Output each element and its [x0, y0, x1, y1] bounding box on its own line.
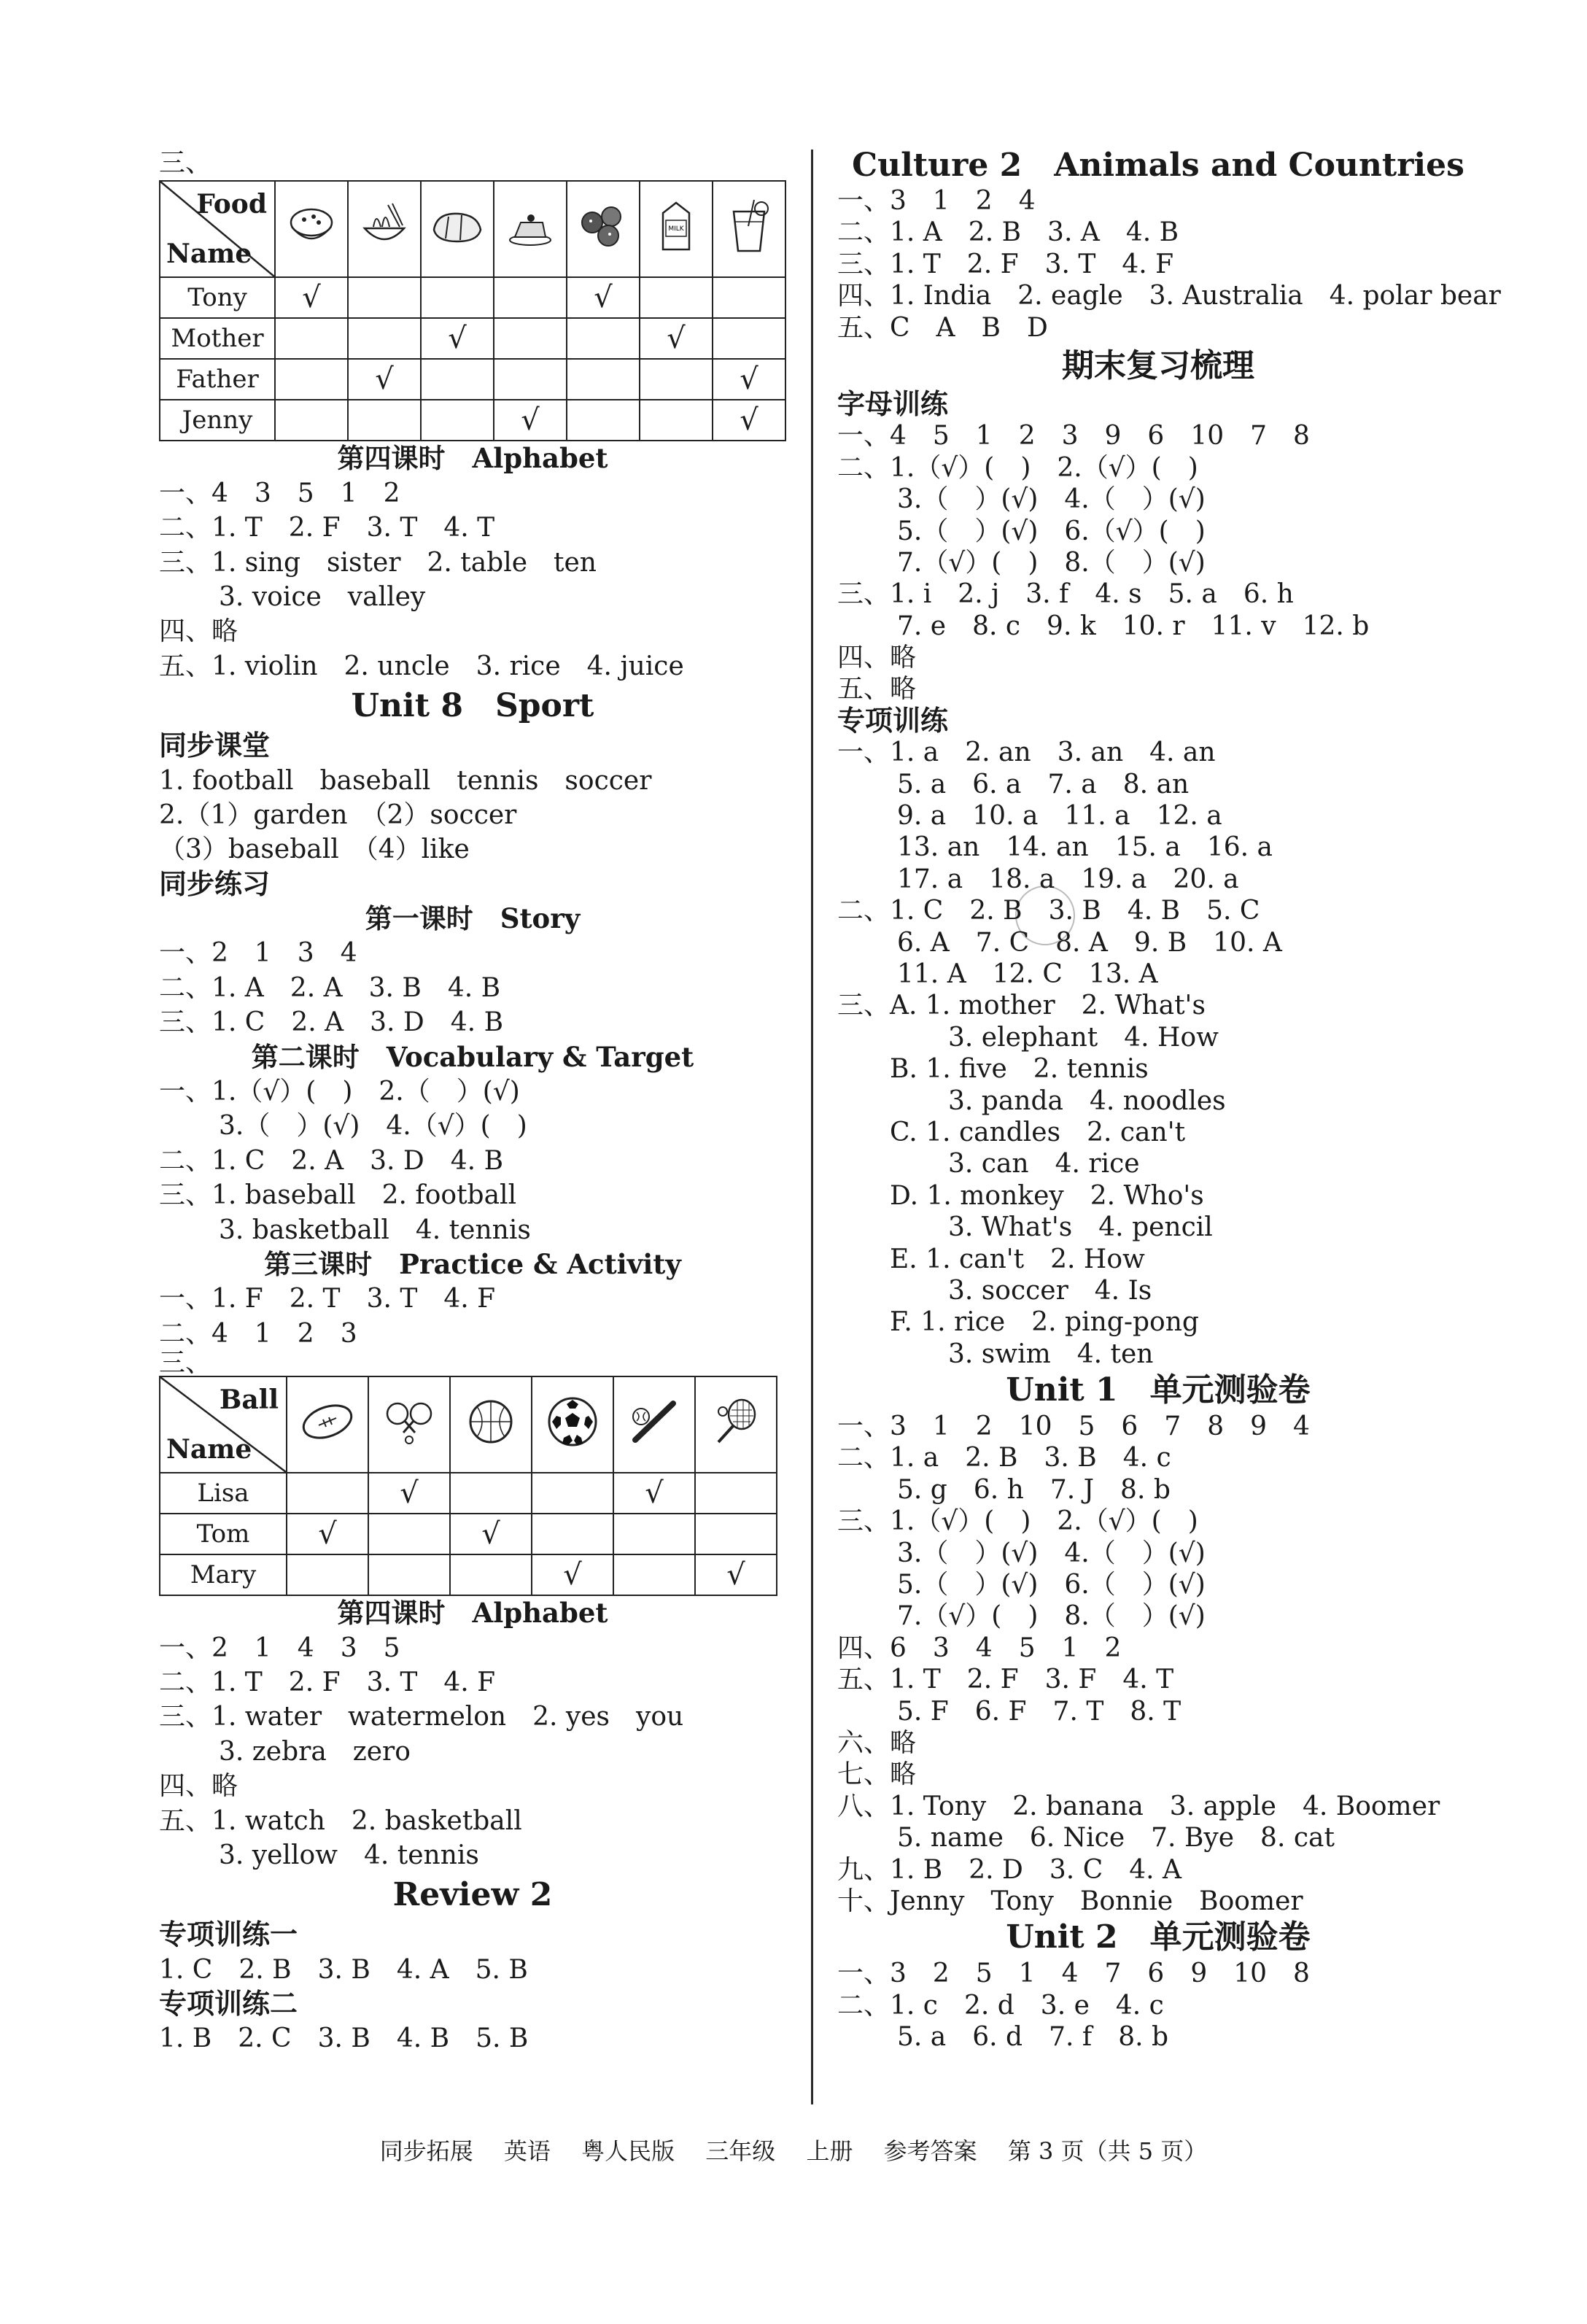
picture-header-ping-pong [368, 1376, 450, 1473]
empty-cell [532, 1473, 613, 1514]
empty-cell [275, 400, 348, 441]
row-name: Jenny [160, 400, 275, 441]
empty-cell [640, 277, 713, 318]
table-row [160, 1473, 777, 1514]
answer-line: 3. What's 4. pencil [948, 1212, 1213, 1243]
empty-cell [567, 318, 640, 359]
answer-line: 9. a 10. a 11. a 12. a [897, 801, 1222, 832]
section-title: 期末复习梳理 [1062, 346, 1254, 384]
answer-line: 3. elephant 4. How [948, 1022, 1219, 1053]
answer-line: 四、1. India 2. eagle 3. Australia 4. polar bear [837, 281, 1501, 311]
header-name: Name [166, 239, 252, 270]
empty-cell [368, 1554, 450, 1595]
picture-header-baseball [613, 1376, 695, 1473]
checkmark-icon: √ [594, 281, 613, 315]
empty-cell [713, 318, 785, 359]
lesson-title: 第四课时 Alphabet [337, 1597, 608, 1630]
picture-header-tennis [695, 1376, 777, 1473]
answer-line: E. 1. can't 2. How [890, 1244, 1145, 1274]
empty-cell [368, 1514, 450, 1554]
header-food: Food [196, 189, 267, 220]
row-name: Mary [160, 1554, 287, 1595]
picture-header-rice-bowl [275, 181, 348, 277]
checkmark-icon: √ [481, 1517, 500, 1552]
answer-line: 四、略 [837, 643, 917, 673]
empty-cell [421, 400, 494, 441]
empty-cell [348, 400, 421, 441]
answer-line: 三、1. water watermelon 2. yes you [159, 1702, 684, 1732]
picture-header-rugby-ball [287, 1376, 368, 1473]
subsection-title: 字母训练 [837, 387, 949, 420]
answer-line: 5. F 6. F 7. T 8. T [897, 1696, 1181, 1727]
answer-line: 二、1. a 2. B 3. B 4. c [837, 1443, 1171, 1473]
answer-line: 5.（ ）(√) 6.（√）( ) [897, 516, 1206, 546]
subsection-title: 专项训练 [837, 704, 949, 737]
svg-text:MILK: MILK [668, 225, 684, 233]
answer-line: 一、1. a 2. an 3. an 4. an [837, 737, 1216, 768]
answer-line: 3.（ ）(√) 4.（ ）(√) [897, 484, 1206, 515]
row-name: Mother [160, 318, 275, 359]
lesson-title: 第四课时 Alphabet [337, 442, 608, 475]
answer-line: 一、1. F 2. T 3. T 4. F [159, 1284, 496, 1314]
rugby-ball-icon [287, 1396, 368, 1454]
empty-cell [421, 277, 494, 318]
answer-line: 二、1.（√）( ) 2.（√）( ) [837, 452, 1198, 483]
answer-line: 3. swim 4. ten [948, 1339, 1154, 1369]
empty-cell [450, 1473, 532, 1514]
page-footer [0, 2133, 1587, 2166]
empty-cell [640, 400, 713, 441]
food-table [159, 180, 786, 441]
answer-line: 二、1. T 2. F 3. T 4. T [159, 513, 495, 543]
answer-line: 11. A 12. C 13. A [897, 958, 1158, 989]
checkmark-cell [368, 1473, 450, 1514]
row-name: Tom [160, 1514, 287, 1554]
empty-cell [275, 318, 348, 359]
answer-line: F. 1. rice 2. ping-pong [890, 1307, 1199, 1338]
header-ball: Ball [219, 1384, 279, 1416]
answer-line: 3. voice valley [219, 581, 426, 612]
ball-table [159, 1376, 777, 1596]
answer-line: 五、1. watch 2. basketball [159, 1805, 522, 1836]
table-row [160, 400, 785, 441]
answer-line: 一、4 5 1 2 3 9 6 10 7 8 [837, 421, 1310, 452]
answer-line: 二、1. T 2. F 3. T 4. F [159, 1667, 496, 1697]
table-row [160, 277, 785, 318]
footer-edition: 粤人民版 [581, 2137, 675, 2165]
picture-header-cookies [567, 181, 640, 277]
empty-cell [348, 318, 421, 359]
answer-line: 一、2 1 3 4 [159, 938, 357, 969]
ping-pong-icon [369, 1396, 449, 1454]
diagonal-header-cell [160, 181, 275, 277]
empty-cell [494, 277, 567, 318]
answer-line: 6. A 7. C 8. A 9. B 10. A [897, 927, 1282, 958]
header-name: Name [166, 1434, 252, 1465]
left-column [159, 146, 786, 2056]
footer-volume: 上册 [806, 2137, 853, 2165]
checkmark-cell [567, 277, 640, 318]
answer-line: 一、3 2 5 1 4 7 6 9 10 8 [837, 1959, 1310, 1989]
empty-cell [567, 359, 640, 400]
answer-line: 5. g 6. h 7. J 8. b [897, 1474, 1171, 1505]
answer-line: 5.（ ）(√) 6.（ ）(√) [897, 1570, 1206, 1600]
answer-line: 1. B 2. C 3. B 4. B 5. B [159, 2023, 529, 2054]
empty-cell [713, 277, 785, 318]
checkmark-icon: √ [318, 1517, 337, 1552]
unit-title: Review 2 [392, 1876, 553, 1914]
column-divider [811, 150, 813, 2104]
answer-line: 1. football baseball tennis soccer [159, 765, 652, 796]
subsection-title: 专项训练一 [159, 1918, 298, 1951]
answer-line: D. 1. monkey 2. Who's [890, 1180, 1204, 1211]
empty-cell [695, 1514, 777, 1554]
section-label: 三、 [159, 148, 212, 178]
picture-header-soccer-ball [532, 1376, 613, 1473]
picture-header-bread [421, 181, 494, 277]
checkmark-cell [613, 1473, 695, 1514]
right-column [837, 146, 1501, 2053]
answer-line: 17. a 18. a 19. a 20. a [897, 864, 1239, 894]
unit-title: Unit 2 单元测验卷 [1006, 1918, 1311, 1956]
picture-header-cake [494, 181, 567, 277]
picture-header-basketball [450, 1376, 532, 1473]
checkmark-icon: √ [667, 322, 686, 356]
answer-line: 五、1. T 2. F 3. F 4. T [837, 1665, 1174, 1695]
picture-header-noodles [348, 181, 421, 277]
footer-page: 第 3 页（共 5 页） [1007, 2137, 1208, 2165]
empty-cell [421, 359, 494, 400]
answer-line: 2.（1）garden （2）soccer [159, 799, 517, 830]
answer-line: 一、1.（√）( ) 2.（ ）(√) [159, 1077, 520, 1107]
diagonal-header-cell [160, 1376, 287, 1473]
answer-line: 一、3 1 2 4 [837, 186, 1036, 216]
answer-line: 七、略 [837, 1759, 917, 1790]
section-label: 三、 [159, 1348, 212, 1379]
answer-line: 二、1. A 2. A 3. B 4. B [159, 972, 501, 1003]
table-row [160, 318, 785, 359]
cookies-icon [567, 201, 639, 258]
empty-cell [494, 318, 567, 359]
checkmark-icon: √ [521, 403, 540, 438]
checkmark-icon: √ [400, 1476, 419, 1511]
answer-line: 三、1. sing sister 2. table ten [159, 547, 597, 578]
checkmark-cell [713, 359, 785, 400]
answer-line: 3. soccer 4. Is [948, 1275, 1152, 1306]
empty-cell [287, 1473, 368, 1514]
picture-header-juice [713, 181, 785, 277]
answer-line: 十、Jenny Tony Bonnie Boomer [837, 1886, 1303, 1916]
answer-line: 7.（√）( ) 8.（ ）(√) [897, 1601, 1206, 1632]
checkmark-cell [287, 1514, 368, 1554]
answer-line: 一、3 1 2 10 5 6 7 8 9 4 [837, 1411, 1310, 1442]
subsection-title: 同步练习 [159, 867, 271, 900]
answer-line: 二、1. C 2. A 3. D 4. B [159, 1145, 504, 1176]
row-name: Lisa [160, 1473, 287, 1514]
picture-header-milk [640, 181, 713, 277]
empty-cell [494, 359, 567, 400]
answer-line: 二、1. A 2. B 3. A 4. B [837, 217, 1179, 248]
answer-line: B. 1. five 2. tennis [890, 1054, 1149, 1085]
lesson-title: 第三课时 Practice & Activity [264, 1247, 681, 1280]
checkmark-cell [640, 318, 713, 359]
footer-book: 同步拓展 [379, 2137, 473, 2165]
answer-line: （3）baseball （4）like [159, 834, 470, 865]
answer-line: 四、略 [159, 1771, 238, 1802]
table-row [160, 359, 785, 400]
lesson-title: 第一课时 Story [365, 902, 581, 935]
answer-line: 四、6 3 4 5 1 2 [837, 1632, 1122, 1663]
tennis-icon [696, 1394, 776, 1456]
empty-cell [613, 1514, 695, 1554]
checkmark-cell [695, 1554, 777, 1595]
answer-line: 八、1. Tony 2. banana 3. apple 4. Boomer [837, 1791, 1440, 1821]
answer-line: C. 1. candles 2. can't [890, 1117, 1186, 1147]
empty-cell [450, 1554, 532, 1595]
table-row [160, 1514, 777, 1554]
empty-cell [695, 1473, 777, 1514]
checkmark-icon: √ [726, 1558, 745, 1592]
lesson-title: 第二课时 Vocabulary & Target [251, 1040, 694, 1073]
answer-line: 二、1. C 2. B 3. B 4. B 5. C [837, 896, 1260, 926]
checkmark-cell [275, 277, 348, 318]
answer-line: 三、1. C 2. A 3. D 4. B [159, 1007, 504, 1038]
bread-icon [422, 201, 493, 258]
answer-line: 五、略 [837, 674, 917, 705]
answer-line: 六、略 [837, 1727, 917, 1758]
unit-title: Unit 1 单元测验卷 [1006, 1371, 1311, 1409]
baseball-icon [614, 1396, 694, 1454]
answer-line: 五、1. violin 2. uncle 3. rice 4. juice [159, 651, 684, 681]
answer-line: 二、1. c 2. d 3. e 4. c [837, 1990, 1164, 2021]
checkmark-cell [494, 400, 567, 441]
answer-line: 5. a 6. d 7. f 8. b [897, 2022, 1169, 2053]
noodles-icon [349, 201, 420, 258]
answer-line: 二、4 1 2 3 [159, 1318, 357, 1349]
checkmark-icon: √ [740, 403, 758, 438]
checkmark-icon: √ [563, 1558, 582, 1592]
empty-cell [567, 400, 640, 441]
answer-line: 3.（ ）(√) 4.（ ）(√) [897, 1538, 1206, 1568]
checkmark-icon: √ [645, 1476, 664, 1511]
answer-line: 13. an 14. an 15. a 16. a [897, 832, 1273, 863]
checkmark-cell [348, 359, 421, 400]
answer-line: 5. name 6. Nice 7. Bye 8. cat [897, 1823, 1335, 1854]
answer-line: 五、C A B D [837, 312, 1048, 343]
unit-title: Unit 8 Sport [351, 687, 594, 725]
answer-line: 三、1. T 2. F 3. T 4. F [837, 249, 1174, 279]
answer-line: 3. basketball 4. tennis [219, 1215, 531, 1245]
subsection-title: 同步课堂 [159, 729, 271, 762]
subsection-title: 专项训练二 [159, 1988, 298, 2021]
answer-line: 三、1. i 2. j 3. f 4. s 5. a 6. h [837, 579, 1294, 610]
soccer-ball-icon [532, 1394, 613, 1456]
rice-bowl-icon [276, 201, 347, 258]
table-header-row [160, 181, 785, 277]
checkmark-cell [532, 1554, 613, 1595]
answer-line: 3. yellow 4. tennis [219, 1840, 479, 1870]
juice-icon [713, 197, 785, 262]
checkmark-cell [450, 1514, 532, 1554]
empty-cell [348, 277, 421, 318]
empty-cell [532, 1514, 613, 1554]
answer-line: 四、略 [159, 616, 238, 647]
checkmark-cell [421, 318, 494, 359]
checkmark-cell [713, 400, 785, 441]
answer-line: 三、1.（√）( ) 2.（√）( ) [837, 1506, 1198, 1537]
answer-line: 三、A. 1. mother 2. What's [837, 991, 1206, 1021]
empty-cell [287, 1554, 368, 1595]
row-name: Father [160, 359, 275, 400]
footer-doc: 参考答案 [883, 2137, 977, 2165]
empty-cell [613, 1554, 695, 1595]
answer-line: 三、1. baseball 2. football [159, 1180, 517, 1211]
answer-line: 九、1. B 2. D 3. C 4. A [837, 1854, 1182, 1885]
answer-line: 一、2 1 4 3 5 [159, 1632, 400, 1663]
answer-line: 3. can 4. rice [948, 1149, 1140, 1180]
empty-cell [275, 359, 348, 400]
table-row [160, 1554, 777, 1595]
basketball-icon [451, 1396, 531, 1454]
answer-line: 5. a 6. a 7. a 8. an [897, 769, 1190, 799]
milk-icon [640, 198, 712, 260]
unit-title: Culture 2 Animals and Countries [852, 147, 1464, 184]
answer-line: 一、4 3 5 1 2 [159, 478, 400, 508]
footer-subject: 英语 [503, 2137, 551, 2165]
footer-grade: 三年级 [705, 2137, 776, 2165]
answer-line: 3. zebra zero [219, 1736, 411, 1767]
checkmark-icon: √ [375, 363, 394, 397]
checkmark-icon: √ [740, 363, 758, 397]
answer-line: 1. C 2. B 3. B 4. A 5. B [159, 1954, 528, 1985]
row-name: Tony [160, 277, 275, 318]
answer-line: 7. e 8. c 9. k 10. r 11. v 12. b [897, 611, 1370, 641]
answer-line: 7.（√）( ) 8.（ ）(√) [897, 547, 1206, 578]
answer-line: 3.（ ）(√) 4.（√）( ) [219, 1111, 527, 1142]
answer-line: 3. panda 4. noodles [948, 1085, 1226, 1116]
checkmark-icon: √ [302, 281, 321, 315]
checkmark-icon: √ [448, 322, 467, 356]
cake-icon [494, 201, 566, 258]
table-header-row [160, 1376, 777, 1473]
empty-cell [640, 359, 713, 400]
